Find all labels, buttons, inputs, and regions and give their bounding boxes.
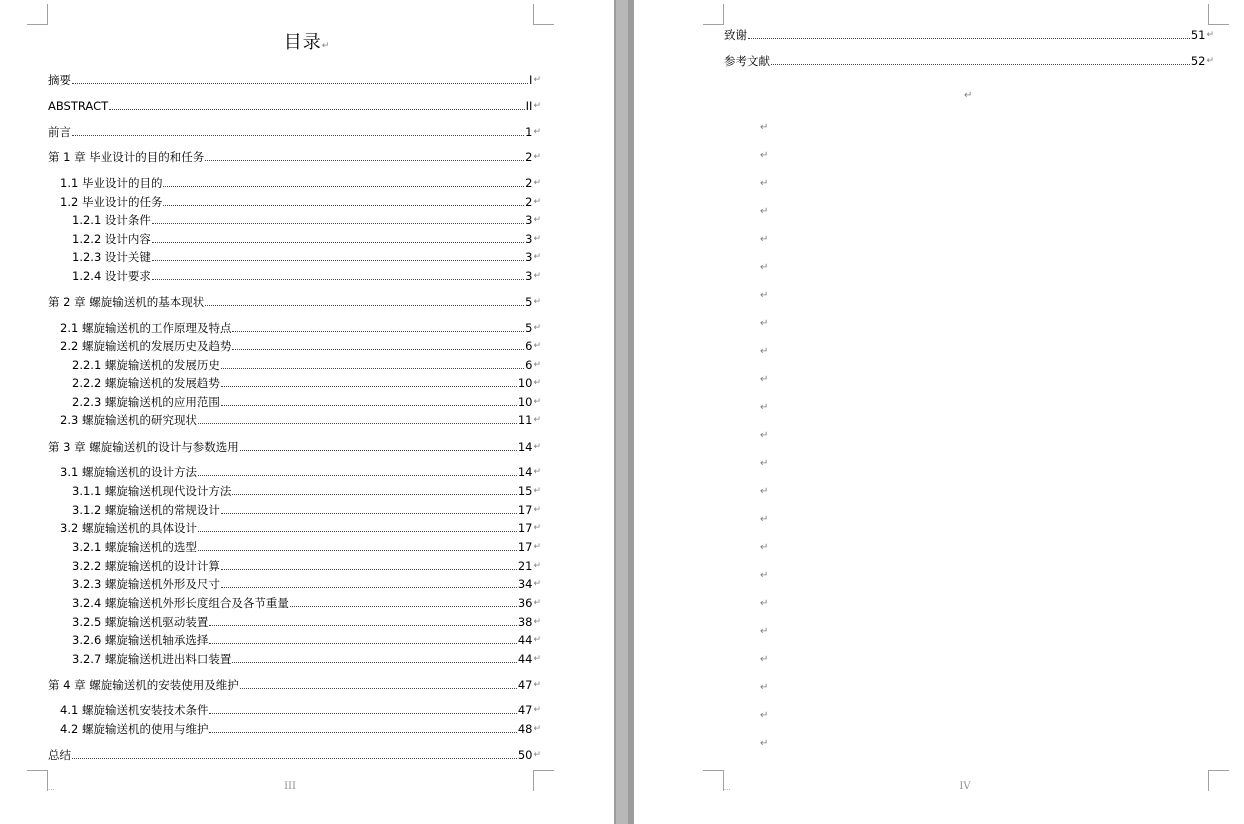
toc-entry-page-number: 44 — [517, 652, 533, 666]
paragraph-mark-icon: ↵ — [533, 505, 541, 515]
paragraph-mark-icon: ↵ — [760, 178, 769, 189]
document-page-4 — [634, 0, 1244, 824]
toc-entry-label: 3.2 螺旋输送机的具体设计 — [60, 521, 197, 535]
paragraph-mark-icon: ↵ — [533, 579, 541, 589]
dot-leader — [232, 661, 516, 663]
dot-leader — [198, 474, 517, 476]
toc-entry[interactable] — [72, 249, 541, 265]
dot-leader — [240, 687, 517, 689]
paragraph-mark-icon: ↵ — [533, 378, 541, 388]
paragraph-mark-icon: ↵ — [760, 626, 769, 637]
toc-entry-label: 2.1 螺旋输送机的工作原理及特点 — [60, 321, 232, 335]
paragraph-mark-icon: ↵ — [533, 486, 541, 496]
paragraph-mark-icon: ↵ — [760, 402, 769, 413]
dot-leader — [163, 204, 524, 206]
toc-entry[interactable] — [60, 520, 541, 536]
toc-entry-label: 3.1 螺旋输送机的设计方法 — [60, 465, 197, 479]
paragraph-mark-icon: ↵ — [760, 206, 769, 217]
page-number-footer: III — [284, 781, 296, 792]
dot-leader — [221, 385, 517, 387]
document-page-3 — [0, 0, 614, 824]
toc-entry[interactable] — [60, 702, 541, 718]
dot-leader — [163, 185, 524, 187]
dot-leader — [152, 222, 524, 224]
dot-leader — [72, 82, 528, 84]
paragraph-mark-icon: ↵ — [760, 542, 769, 553]
paragraph-mark-icon: ↵ — [760, 122, 769, 133]
toc-entry-label: 致谢 — [724, 28, 747, 42]
dot-leader — [72, 757, 517, 759]
paragraph-mark-icon: ↵ — [533, 101, 541, 111]
paragraph-mark-icon: ↵ — [533, 127, 541, 137]
toc-entry-label: 总结 — [48, 748, 71, 762]
paragraph-mark-icon: ↵ — [533, 680, 541, 690]
toc-entry-label: 1.2 毕业设计的任务 — [60, 195, 163, 209]
toc-entry[interactable] — [48, 149, 541, 165]
paragraph-mark-icon: ↵ — [533, 152, 541, 162]
toc-entry-page-number: 11 — [517, 413, 533, 427]
dot-leader — [152, 259, 524, 261]
dot-leader — [72, 134, 524, 136]
toc-entry-page-number: 5 — [525, 295, 533, 309]
toc-entry-label: 1.2.2 设计内容 — [72, 232, 151, 246]
toc-entry-page-number: 1 — [525, 125, 533, 139]
toc-entry-page-number: 21 — [517, 559, 533, 573]
toc-entry-page-number: 2 — [525, 195, 533, 209]
toc-entry-page-number: 2 — [525, 150, 533, 164]
toc-entry-label: 3.2.7 螺旋输送机进出料口装置 — [72, 652, 232, 666]
toc-entry[interactable] — [72, 539, 541, 555]
toc-entry-label: 1.2.1 设计条件 — [72, 213, 151, 227]
toc-entry-page-number: I — [529, 73, 533, 87]
paragraph-mark-icon: ↵ — [760, 570, 769, 581]
toc-entry-page-number: II — [525, 99, 533, 113]
toc-entry[interactable] — [48, 294, 541, 310]
dot-leader — [205, 304, 524, 306]
page-gutter — [614, 0, 634, 824]
toc-entry[interactable] — [60, 320, 541, 336]
toc-entry-label: 3.1.2 螺旋输送机的常规设计 — [72, 503, 220, 517]
dot-leader — [748, 37, 1190, 39]
toc-entry[interactable] — [72, 651, 541, 667]
toc-entry-label: 2.2.2 螺旋输送机的发展趋势 — [72, 376, 220, 390]
paragraph-mark-icon: ↵ — [760, 710, 769, 721]
toc-entry-page-number: 52 — [1190, 54, 1206, 68]
toc-entry-label: 2.2.3 螺旋输送机的应用范围 — [72, 395, 220, 409]
paragraph-mark-icon: ↵ — [533, 323, 541, 333]
paragraph-mark-icon: ↵ — [760, 346, 769, 357]
paragraph-mark-icon: ↵ — [533, 415, 541, 425]
dot-leader — [221, 404, 517, 406]
toc-entry-label: 3.2.5 螺旋输送机驱动装置 — [72, 615, 209, 629]
toc-entry[interactable] — [48, 98, 541, 114]
paragraph-mark-icon: ↵ — [760, 150, 769, 161]
paragraph-mark-icon: ↵ — [533, 252, 541, 262]
toc-entry[interactable] — [72, 231, 541, 247]
paragraph-mark-icon: ↵ — [533, 178, 541, 188]
paragraph-mark-icon: ↵ — [760, 290, 769, 301]
paragraph-mark-icon: ↵ — [533, 341, 541, 351]
dot-leader — [771, 63, 1190, 65]
toc-entry-page-number: 10 — [517, 376, 533, 390]
paragraph-mark-icon: ↵ — [760, 458, 769, 469]
toc-entry-page-number: 14 — [517, 465, 533, 479]
paragraph-mark-icon: ↵ — [964, 90, 973, 101]
paragraph-mark-icon: ↵ — [533, 635, 541, 645]
crop-mark-top-left — [27, 4, 48, 25]
paragraph-mark-icon: ↵ — [760, 430, 769, 441]
dot-leader — [221, 586, 517, 588]
crop-mark-top-right — [1208, 4, 1229, 25]
toc-entry-page-number: 47 — [517, 703, 533, 717]
dot-leader — [221, 512, 517, 514]
toc-entry-page-number: 44 — [517, 633, 533, 647]
toc-entry[interactable] — [72, 632, 541, 648]
toc-entry[interactable] — [60, 175, 541, 191]
toc-entry[interactable] — [72, 483, 541, 499]
paragraph-mark-icon: ↵ — [760, 738, 769, 749]
toc-entry-label: 2.3 螺旋输送机的研究现状 — [60, 413, 197, 427]
toc-entry[interactable] — [72, 394, 541, 410]
paragraph-mark-icon: ↵ — [533, 750, 541, 760]
toc-entry[interactable] — [72, 268, 541, 284]
footer-marker: ... — [48, 784, 55, 792]
dot-leader — [232, 330, 524, 332]
dot-leader — [221, 568, 517, 570]
toc-entry-page-number: 3 — [525, 250, 533, 264]
toc-entry-page-number: 5 — [525, 321, 533, 335]
dot-leader — [209, 624, 516, 626]
paragraph-mark-icon: ↵ — [533, 197, 541, 207]
toc-entry-label: 4.1 螺旋输送机安装技术条件 — [60, 703, 209, 717]
toc-entry-label: 第 2 章 螺旋输送机的基本现状 — [48, 295, 205, 309]
toc-entry[interactable] — [60, 464, 541, 480]
dot-leader — [232, 493, 516, 495]
toc-entry-label: 1.2.3 设计关键 — [72, 250, 151, 264]
toc-entry[interactable] — [72, 375, 541, 391]
toc-entry-page-number: 38 — [517, 615, 533, 629]
paragraph-mark-icon: ↵ — [533, 724, 541, 734]
toc-entry-page-number: 17 — [517, 540, 533, 554]
toc-entry-label: 3.2.3 螺旋输送机外形及尺寸 — [72, 577, 220, 591]
toc-entry-page-number: 10 — [517, 395, 533, 409]
toc-entry-label: 4.2 螺旋输送机的使用与维护 — [60, 722, 209, 736]
dot-leader — [290, 605, 517, 607]
toc-entry-label: 3.2.1 螺旋输送机的选型 — [72, 540, 197, 554]
toc-entry-page-number: 2 — [525, 176, 533, 190]
toc-entry-page-number: 17 — [517, 503, 533, 517]
paragraph-mark-icon: ↵ — [533, 442, 541, 452]
dot-leader — [152, 241, 524, 243]
toc-entry-label: 摘要 — [48, 73, 71, 87]
dot-leader — [209, 731, 516, 733]
toc-entry-label: 第 3 章 螺旋输送机的设计与参数选用 — [48, 440, 239, 454]
paragraph-mark-icon: ↵ — [760, 374, 769, 385]
paragraph-mark-icon: ↵ — [533, 215, 541, 225]
dot-leader — [205, 159, 524, 161]
toc-entry[interactable] — [48, 677, 541, 693]
paragraph-mark-icon: ↵ — [533, 654, 541, 664]
paragraph-mark-icon: ↵ — [1206, 30, 1214, 40]
dot-leader — [232, 348, 524, 350]
dot-leader — [209, 712, 516, 714]
toc-entry-label: 1.1 毕业设计的目的 — [60, 176, 163, 190]
crop-mark-top-right — [533, 4, 554, 25]
paragraph-mark-icon: ↵ — [533, 705, 541, 715]
paragraph-mark-icon: ↵ — [321, 41, 331, 51]
toc-entry[interactable] — [724, 53, 1214, 69]
dot-leader — [198, 530, 517, 532]
toc-entry[interactable] — [48, 747, 541, 763]
paragraph-mark-icon: ↵ — [760, 514, 769, 525]
paragraph-mark-icon: ↵ — [533, 542, 541, 552]
paragraph-mark-icon: ↵ — [533, 561, 541, 571]
toc-entry-page-number: 3 — [525, 269, 533, 283]
toc-entry-label: 1.2.4 设计要求 — [72, 269, 151, 283]
toc-entry[interactable] — [60, 721, 541, 737]
paragraph-mark-icon: ↵ — [760, 262, 769, 273]
toc-entry-page-number: 3 — [525, 213, 533, 227]
toc-entry[interactable] — [60, 194, 541, 210]
dot-leader — [209, 642, 516, 644]
toc-entry[interactable] — [72, 212, 541, 228]
paragraph-mark-icon: ↵ — [533, 617, 541, 627]
dot-leader — [109, 108, 525, 110]
dot-leader — [152, 278, 524, 280]
toc-entry[interactable] — [72, 614, 541, 630]
toc-entry-page-number: 47 — [517, 678, 533, 692]
toc-entry[interactable] — [60, 412, 541, 428]
toc-entry-label: 2.2.1 螺旋输送机的发展历史 — [72, 358, 220, 372]
paragraph-mark-icon: ↵ — [533, 297, 541, 307]
paragraph-mark-icon: ↵ — [533, 523, 541, 533]
dot-leader — [240, 449, 517, 451]
paragraph-mark-icon: ↵ — [1206, 56, 1214, 66]
paragraph-mark-icon: ↵ — [533, 75, 541, 85]
toc-entry-page-number: 6 — [525, 339, 533, 353]
dot-leader — [221, 367, 524, 369]
paragraph-mark-icon: ↵ — [760, 598, 769, 609]
toc-entry[interactable] — [724, 27, 1214, 43]
toc-entry-page-number: 48 — [517, 722, 533, 736]
paragraph-mark-icon: ↵ — [533, 397, 541, 407]
toc-entry-page-number: 51 — [1190, 28, 1206, 42]
dot-leader — [198, 422, 517, 424]
toc-title: 目录↵ — [283, 32, 331, 53]
toc-entry-label: 3.2.4 螺旋输送机外形长度组合及各节重量 — [72, 596, 289, 610]
toc-entry-page-number: 14 — [517, 440, 533, 454]
toc-entry-label: 3.1.1 螺旋输送机现代设计方法 — [72, 484, 232, 498]
paragraph-mark-icon: ↵ — [760, 654, 769, 665]
toc-entry-label: 3.2.2 螺旋输送机的设计计算 — [72, 559, 220, 573]
toc-entry-label: ABSTRACT — [48, 99, 109, 113]
toc-entry[interactable] — [72, 576, 541, 592]
paragraph-mark-icon: ↵ — [533, 234, 541, 244]
paragraph-mark-icon: ↵ — [760, 486, 769, 497]
paragraph-mark-icon: ↵ — [533, 467, 541, 477]
toc-entry-label: 第 4 章 螺旋输送机的安装使用及维护 — [48, 678, 239, 692]
paragraph-mark-icon: ↵ — [533, 271, 541, 281]
toc-entry[interactable] — [48, 439, 541, 455]
toc-entry-label: 3.2.6 螺旋输送机轴承选择 — [72, 633, 209, 647]
paragraph-mark-icon: ↵ — [760, 318, 769, 329]
toc-entry[interactable] — [72, 502, 541, 518]
paragraph-mark-icon: ↵ — [533, 360, 541, 370]
toc-entry-label: 第 1 章 毕业设计的目的和任务 — [48, 150, 205, 164]
toc-entry-page-number: 34 — [517, 577, 533, 591]
toc-entry-page-number: 6 — [525, 358, 533, 372]
page-number-footer: IV — [959, 781, 971, 792]
toc-entry-label: 前言 — [48, 125, 71, 139]
toc-entry[interactable] — [72, 595, 541, 611]
footer-marker: ... — [724, 784, 731, 792]
dot-leader — [198, 549, 517, 551]
paragraph-mark-icon: ↵ — [760, 682, 769, 693]
toc-entry-page-number: 15 — [517, 484, 533, 498]
toc-entry-page-number: 36 — [517, 596, 533, 610]
toc-entry-page-number: 17 — [517, 521, 533, 535]
toc-entry-page-number: 50 — [517, 748, 533, 762]
toc-entry[interactable] — [48, 124, 541, 140]
paragraph-mark-icon: ↵ — [760, 234, 769, 245]
toc-entry[interactable] — [48, 72, 541, 88]
toc-entry[interactable] — [60, 338, 541, 354]
toc-entry-page-number: 3 — [525, 232, 533, 246]
toc-entry[interactable] — [72, 558, 541, 574]
toc-entry-label: 参考文献 — [724, 54, 770, 68]
crop-mark-top-left — [703, 4, 724, 25]
toc-entry[interactable] — [72, 357, 541, 373]
paragraph-mark-icon: ↵ — [533, 598, 541, 608]
toc-entry-label: 2.2 螺旋输送机的发展历史及趋势 — [60, 339, 232, 353]
